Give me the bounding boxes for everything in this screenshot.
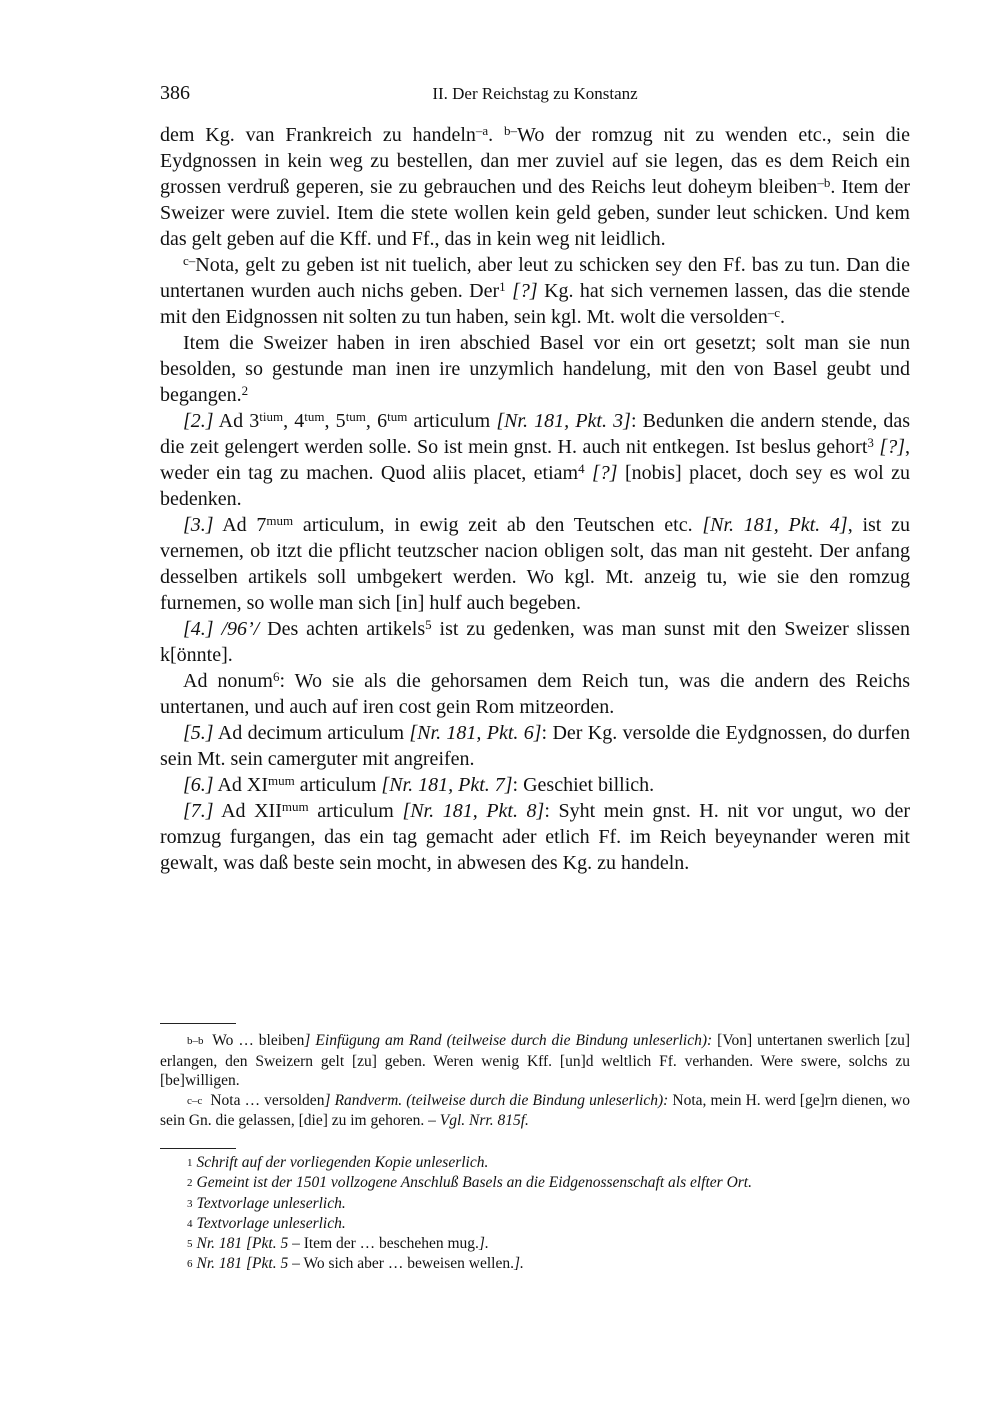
footnote-number: 6 <box>187 1258 193 1271</box>
paragraph-3 <box>160 330 910 408</box>
paragraph-4 <box>160 408 910 512</box>
text-run: : Bedunken die andern stende, das die zeit gelengert werden solle. So ist mein gnst. H. auch nit entkegen. Ist beslus gehort <box>160 410 911 458</box>
page-number: 386 <box>160 82 190 104</box>
text-run: : Geschiet billich. <box>512 774 655 796</box>
paragraph-9 <box>160 772 910 798</box>
note-text: Nota, mein H. werd [ge]rn dienen, wo sein Gn. die gelassen, [die] zu im gehoren. – <box>160 1091 911 1129</box>
footnote <box>187 1153 910 1173</box>
editorial-note: [?] <box>505 280 538 302</box>
text-run: ist zu gedenken, was man sunst mit den Sweizer slissen k[önnte]. <box>160 618 910 666</box>
footnote-ref[interactable]: 2 <box>241 383 249 399</box>
editorial-note: Textvorlage unleserlich. <box>196 1214 346 1232</box>
text-run: : Der Kg. versolde die Eydgnossen, do durfen sein Mt. sein camerguter mit angreifen. <box>160 722 911 770</box>
footnote-number: 3 <box>187 1197 193 1210</box>
text-run: , 6 <box>365 410 388 432</box>
paragraph-8 <box>160 720 910 772</box>
ordinal-suffix: mum <box>281 799 309 815</box>
footnote <box>187 1254 910 1274</box>
text-run: articulum <box>407 410 497 432</box>
ordinal-suffix: tum <box>387 409 408 425</box>
text-run: articulum <box>294 774 382 796</box>
text-run: , ist zu vernemen, ob itzt die pflicht teutzscher nacion obligen solt, das man nit gesteht. Der anfang desselben artikels soll umbgekert werden. Wo kgl. Mt. anzeig tu, wie sie den romzug furnemen, so wolle man sich [in] hulf auch begeben. <box>160 514 910 614</box>
footnotes-divider <box>160 1148 236 1149</box>
text-run: [nobis] placet, doch sey es wol zu bedenken. <box>160 462 911 510</box>
note-lemma: Wo … bleiben <box>207 1032 305 1049</box>
item-number: [2.] <box>183 410 214 432</box>
paragraph-6 <box>160 616 910 668</box>
text-run: Kg. hat sich vernemen lassen, das die stende mit den Eidgnossen nit solten zu tun haben, sein kgl. Mt. wolt die versolden <box>160 280 910 328</box>
critical-notes-divider <box>160 1023 236 1024</box>
footnote <box>187 1214 910 1234</box>
item-number: [3.] <box>183 514 214 536</box>
text-run: . <box>488 124 505 146</box>
cross-reference: [Nr. 181, Pkt. 4] <box>702 514 848 536</box>
critical-note <box>160 1091 910 1131</box>
ordinal-suffix: mum <box>266 513 294 529</box>
item-number: [4.] /96’/ <box>183 618 260 640</box>
paragraph-2 <box>160 252 910 330</box>
footnote-ref[interactable]: 6 <box>273 669 280 685</box>
footnote-number: 5 <box>187 1238 193 1251</box>
paragraph-10 <box>160 798 910 876</box>
main-text <box>160 122 910 876</box>
critical-mark: –a <box>475 123 489 139</box>
ordinal-suffix: mum <box>268 773 295 789</box>
footnote <box>187 1194 910 1214</box>
note-lemma: Nota … versolden <box>206 1091 325 1109</box>
critical-mark: –c <box>767 305 780 321</box>
text-run: Wo der romzug nit zu wenden etc., sein die Eydgnossen in kein weg zu bestellen, dan mer zuviel auf sie legen, das es dem Reich ein grossen verdruß geperen, sie zu gebrauchen und des Reichs leut doheym bleiben <box>160 124 911 198</box>
text-run: : Wo sie als die gehorsamen dem Reich tun, was die andern des Reichs untertanen, und auch auf iren cost gein Rom mitzeorden. <box>160 670 911 718</box>
editorial-note: ] Einfügung am Rand (teilweise durch die Bindung unleserlich): <box>304 1032 713 1049</box>
cross-reference: [Nr. 181, Pkt. 8] <box>402 800 545 822</box>
footnote-ref[interactable]: 4 <box>578 461 585 477</box>
footnote <box>187 1173 910 1193</box>
critical-mark: b– <box>504 123 518 139</box>
note-mark: c–c <box>187 1094 203 1107</box>
note-text: – Wo sich aber … beweisen wellen. <box>288 1255 514 1273</box>
editorial-note: ] Randverm. (teilweise durch die Bindung unleserlich): <box>324 1091 669 1109</box>
ordinal-suffix: tum <box>304 409 325 425</box>
footnote-number: 1 <box>187 1157 193 1169</box>
item-number: [5.] <box>183 722 214 744</box>
text-run: Ad 7 <box>213 514 267 536</box>
text-run: . Item der Sweizer were zuviel. Item die stete wollen kein geld geben, sunder leut schicken. Und kem das gelt geben auf die Kff. und Ff., das in kein weg nit leidlich. <box>160 176 911 250</box>
text-run: articulum, in ewig zeit ab den Teutschen etc. <box>293 514 703 536</box>
text-run: Nota, gelt zu geben ist nit tuelich, aber leut zu schicken sey den Ff. bas zu tun. Dan die untertanen wurden auch nichs geben. Der <box>160 254 910 302</box>
paragraph-1 <box>160 122 910 252</box>
cross-reference: ]. <box>513 1255 524 1273</box>
cross-reference: ]. <box>478 1235 489 1253</box>
footnote-ref[interactable]: 5 <box>425 617 432 633</box>
text-run: Ad XII <box>213 800 282 822</box>
editorial-note: Schrift auf der vorliegenden Kopie unleserlich. <box>196 1154 489 1171</box>
text-run: Ad decimum articulum <box>213 722 410 744</box>
note-text: – Item der … beschehen mug. <box>288 1235 479 1253</box>
cross-reference: Nr. 181 [Pkt. 5 <box>196 1235 289 1253</box>
page-header <box>160 82 910 106</box>
text-run: Ad 3 <box>213 410 260 432</box>
critical-mark: –b <box>817 175 831 191</box>
footnote-ref[interactable]: 3 <box>867 435 874 451</box>
text-run: Ad nonum <box>183 670 273 692</box>
cross-reference: Nr. 181 [Pkt. 5 <box>196 1255 289 1273</box>
cross-reference: [Nr. 181, Pkt. 6] <box>409 722 542 744</box>
footnote-number: 2 <box>187 1177 193 1190</box>
footnotes <box>187 1153 910 1275</box>
footnote <box>187 1234 910 1254</box>
editorial-note: Gemeint ist der 1501 vollzogene Anschluß Basels an die Eidgenossenschaft als elfter Ort. <box>196 1174 752 1192</box>
footnote-ref[interactable]: 1 <box>499 279 506 295</box>
text-run: Ad XI <box>213 774 269 796</box>
paragraph-5 <box>160 512 910 616</box>
cross-reference: [Nr. 181, Pkt. 3] <box>496 410 631 432</box>
ordinal-suffix: tium <box>259 409 284 425</box>
cross-reference: Vgl. Nrr. 815f. <box>439 1112 529 1129</box>
editorial-note: [?] <box>584 462 618 484</box>
text-run: Des achten artikels <box>259 618 426 640</box>
text-run: , 5 <box>324 410 346 432</box>
text-run: , 4 <box>283 410 305 432</box>
text-run: articulum <box>308 800 403 822</box>
paragraph-7 <box>160 668 910 720</box>
ordinal-suffix: tum <box>345 409 366 425</box>
running-head: II. Der Reichstag zu Konstanz <box>432 84 638 103</box>
critical-note <box>160 1031 910 1091</box>
text-run: dem Kg. van Frankreich zu handeln <box>160 124 476 146</box>
critical-apparatus <box>160 1031 910 1131</box>
text-run: Item die Sweizer haben in iren abschied Basel vor ein ort gesetzt; solt man sie nun besolden, so gestunde man inen ire unzymlich handelung, mit den von Basel geubt und begangen. <box>160 332 910 406</box>
critical-mark: c– <box>183 253 196 269</box>
text-run: , weder ein tag zu machen. Quod aliis placet, etiam <box>160 436 910 484</box>
item-number: [7.] <box>183 800 214 822</box>
text-run: : Syht mein gnst. H. nit vor ungut, wo der romzug furgangen, das ein tag gemacht ader etlich Ff. im Reich beyeynander weren mit gewalt, was daß beste sein mocht, in abwesen des Kg. zu handeln. <box>160 800 910 874</box>
note-text: [Von] untertanen swerlich [zu] erlangen, den Sweizern gelt [zu] geben. Weren wenig Kff. [un]d weltlich Ff. verhanden. Were swere, solchs zu [be]willigen. <box>160 1032 910 1089</box>
item-number: [6.] <box>183 774 214 796</box>
note-mark: b–b <box>187 1035 204 1047</box>
editorial-note: [?] <box>873 436 905 458</box>
editorial-note: Textvorlage unleserlich. <box>196 1194 346 1212</box>
footnote-number: 4 <box>187 1217 193 1230</box>
cross-reference: [Nr. 181, Pkt. 7] <box>381 774 513 796</box>
text-run: . <box>779 306 785 328</box>
